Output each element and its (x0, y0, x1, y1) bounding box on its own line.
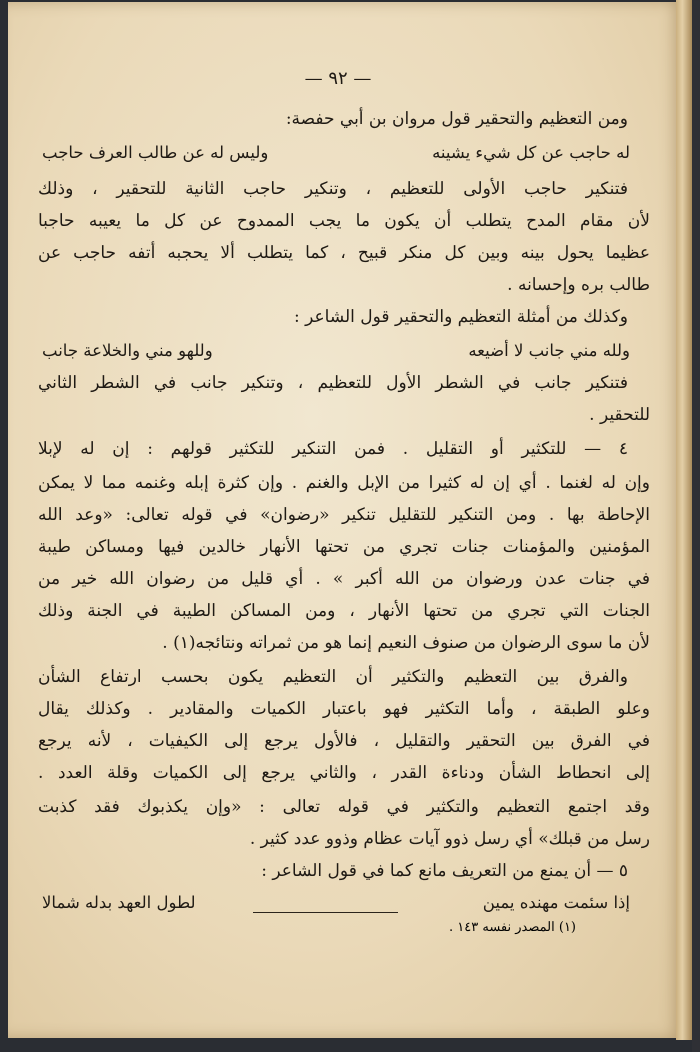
text-line: فتنكير جانب في الشطر الأول للتعظيم ، وتنكير جانب في الشطر الثاني (38, 373, 628, 393)
text-line: وعلو الطبقة ، وأما التكثير فهو باعتبار الكميات والمقادير . وكذلك يقال (38, 699, 650, 719)
footnote-divider (253, 912, 398, 913)
page-text-block (38, 2, 650, 1002)
text-line: ٤ — للتكثير أو التقليل . فمن التنكير للتكثير قولهم : إن له لإبلا (38, 439, 628, 459)
page-number: — ٩٢ — (304, 68, 372, 89)
text-line: فتنكير حاجب الأولى للتعظيم ، وتنكير حاجب الثانية للتحقير ، وذلك (38, 179, 628, 199)
verse-first-hemistich: له حاجب عن كل شيء يشينه (432, 143, 630, 162)
page-edge (676, 0, 692, 1040)
text-line: وكذلك من أمثلة التعظيم والتحقير قول الشاعر : (293, 307, 628, 327)
text-line: وإن له لغنما . أي إن له كثيرا من الإبل والغنم . وإن كثرة إبله وغنمه مما لا يمكن (38, 473, 650, 493)
text-line: ومن التعظيم والتحقير قول مروان بن أبي حفصة: (285, 109, 628, 129)
text-line: إلى انحطاط الشأن ودناءة القدر ، والثاني يرجع إلى الكميات وقلة العدد . (38, 763, 650, 783)
text-line: رسل من قبلك» أي رسل ذوو آيات عظام وذوو عدد كثير . (249, 829, 650, 849)
text-line: المؤمنين والمؤمنات جنات تجري من تحتها الأنهار خالدين فيها ومساكن طيبة (38, 537, 650, 557)
text-line: لأن مقام المدح يتطلب أن يكون ما يجب الممدوح عن كل ما يعيبه حاجبا (38, 211, 650, 231)
book-page (8, 2, 686, 1038)
verse-line (38, 336, 650, 366)
verse-first-hemistich: ولله مني جانب لا أضيعه (468, 341, 630, 360)
text-line: ٥ — أن يمنع من التعريف مانع كما في قول الشاعر : (261, 861, 628, 881)
verse-second-hemistich: وليس له عن طالب العرف حاجب (42, 143, 269, 162)
text-line: الجنات التي تجري من تحتها الأنهار ، ومن المساكن الطيبة في الجنة وذلك (38, 601, 650, 621)
text-line: في الفرق بين التحقير والتقليل ، فالأول يرجع إلى الكيفيات ، لأنه يرجع (38, 731, 650, 751)
text-line: للتحقير . (589, 405, 650, 425)
verse-second-hemistich: لطول العهد بدله شمالا (42, 893, 196, 912)
footnote: (١) المصدر نفسه ١٤٣ . (449, 920, 576, 935)
text-line: والفرق بين التعظيم والتكثير أن التعظيم يكون بحسب ارتفاع الشأن (38, 667, 628, 687)
text-line: في جنات عدن ورضوان من الله أكبر » . أي قليل من رضوان الله خير من (38, 569, 650, 589)
text-line: لأن ما سوى الرضوان من صنوف النعيم إنما هو من ثمراته ونتائجه(١) . (162, 633, 650, 653)
verse-first-hemistich: إذا سئمت مهنده يمين (482, 893, 630, 912)
verse-line (38, 888, 650, 918)
text-line: وقد اجتمع التعظيم والتكثير في قوله تعالى : «وإن يكذبوك فقد كذبت (38, 797, 650, 817)
text-line: الإحاطة بها . ومن التنكير للتقليل تنكير «رضوان» في قوله تعالى: «وعد الله (38, 505, 650, 525)
text-line: عظيما يحول بينه وبين كل منكر قبيح ، كما يتطلب ألا يحجبه أتفه حاجب عن (38, 243, 650, 263)
text-line: طالب بره وإحسانه . (507, 275, 650, 295)
verse-line (38, 138, 650, 168)
verse-second-hemistich: وللهو مني والخلاعة جانب (42, 341, 213, 360)
background-strip (692, 0, 700, 1052)
